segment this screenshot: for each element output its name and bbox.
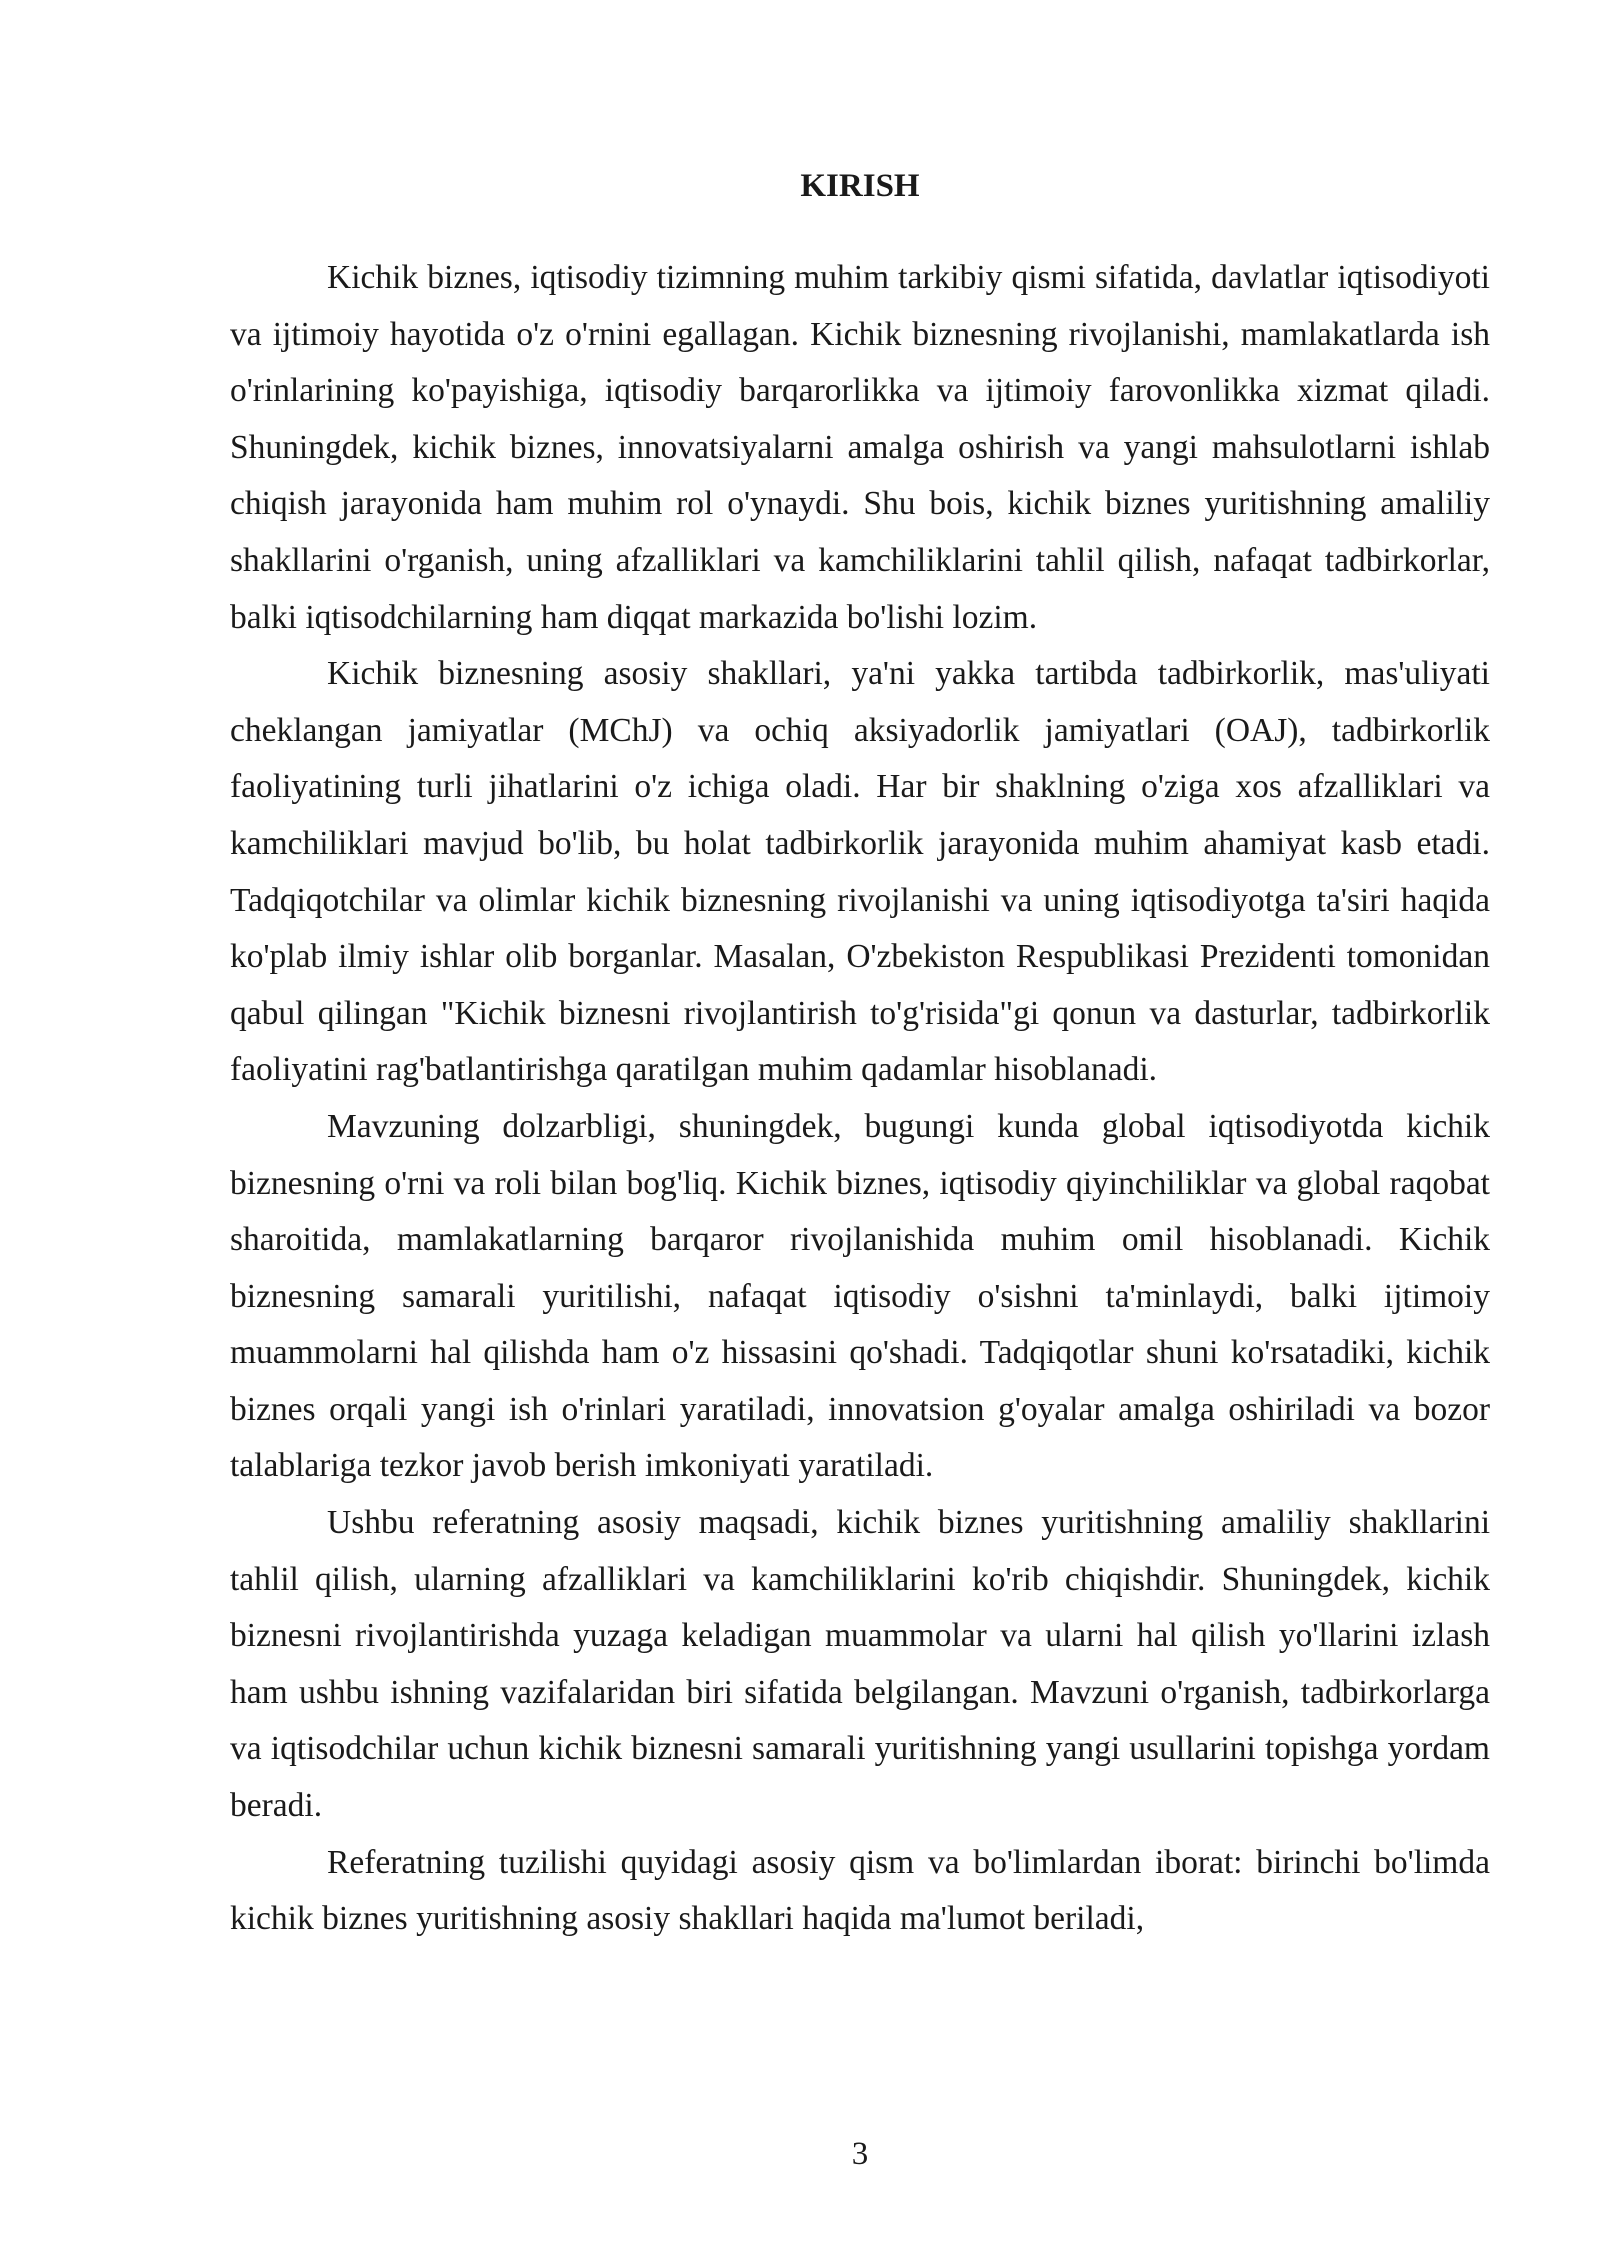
page-title: KIRISH [800,168,920,204]
paragraph-2: Kichik biznesning asosiy shakllari, ya'ni yakka tartibda tadbirkorlik, mas'uliyati cheklangan jamiyatlar (MChJ) va ochiq aksiyadorlik jamiyatlari (OAJ), tadbirkorlik faoliyatining turli jihatlarini o'z ichiga oladi. Har bir shaklning o'ziga xos afzalliklari va kamchiliklari mavjud bo'lib, bu holat tadbirkorlik jarayonida muhim ahamiyat kasb etadi. Tadqiqotchilar va olimlar kichik biznesning rivojlanishi va uning iqtisodiyotga ta'siri haqida ko'plab ilmiy ishlar olib borganlar. Masalan, O'zbekiston Respublikasi Prezidenti tomonidan qabul qilingan "Kichik biznesni rivojlantirish to'g'risida"gi qonun va dasturlar, tadbirkorlik faoliyatini rag'batlantirishga qaratilgan muhim qadamlar hisoblanadi. [230,655,1490,1089]
paragraph-3: Mavzuning dolzarbligi, shuningdek, bugungi kunda global iqtisodiyotda kichik biznesning o'rni va roli bilan bog'liq. Kichik biznes, iqtisodiy qiyinchiliklar va global raqobat sharoitida, mamlakatlarning barqaror rivojlanishida muhim omil hisoblanadi. Kichik biznesning samarali yuritilishi, nafaqat iqtisodiy o'sishni ta'minlaydi, balki ijtimoiy muammolarni hal qilishda ham o'z hissasini qo'shadi. Tadqiqotlar shuni ko'rsatadiki, kichik biznes orqali yangi ish o'rinlari yaratiladi, innovatsion g'oyalar amalga oshiriladi va bozor talablariga tezkor javob berish imkoniyati yaratiladi. [230,1107,1490,1485]
paragraph-1: Kichik biznes, iqtisodiy tizimning muhim tarkibiy qismi sifatida, davlatlar iqtisodiyoti va ijtimoiy hayotida o'z o'rnini egallagan. Kichik biznesning rivojlanishi, mamlakatlarda ish o'rinlarining ko'payishiga, iqtisodiy barqarorlikka va ijtimoiy farovonlikka xizmat qiladi. Shuningdek, kichik biznes, innovatsiyalarni amalga oshirish va yangi mahsulotlarni ishlab chiqish jarayonida ham muhim rol o'ynaydi. Shu bois, kichik biznes yuritishning amaliliy shakllarini o'rganish, uning afzalliklari va kamchiliklarini tahlil qilish, nafaqat tadbirkorlar, balki iqtisodchilarning ham diqqat markazida bo'lishi lozim. [230,259,1490,636]
paragraph-4: Ushbu referatning asosiy maqsadi, kichik biznes yuritishning amaliliy shakllarini tahlil qilish, ularning afzalliklari va kamchiliklarini ko'rib chiqishdir. Shuningdek, kichik biznesni rivojlantirishda yuzaga keladigan muammolar va ularni hal qilish yo'llarini izlash ham ushbu ishning vazifalaridan biri sifatida belgilangan. Mavzuni o'rganish, tadbirkorlarga va iqtisodchilar uchun kichik biznesni samarali yuritishning yangi usullarini topishga yordam beradi. [230,1504,1490,1825]
body-text [230,250,1490,1948]
paragraph-5: Referatning tuzilishi quyidagi asosiy qism va bo'limlardan iborat: birinchi bo'limda kichik biznes yuritishning asosiy shakllari haqida ma'lumot beriladi, [230,1843,1490,1938]
page-number: 3 [851,2136,869,2172]
